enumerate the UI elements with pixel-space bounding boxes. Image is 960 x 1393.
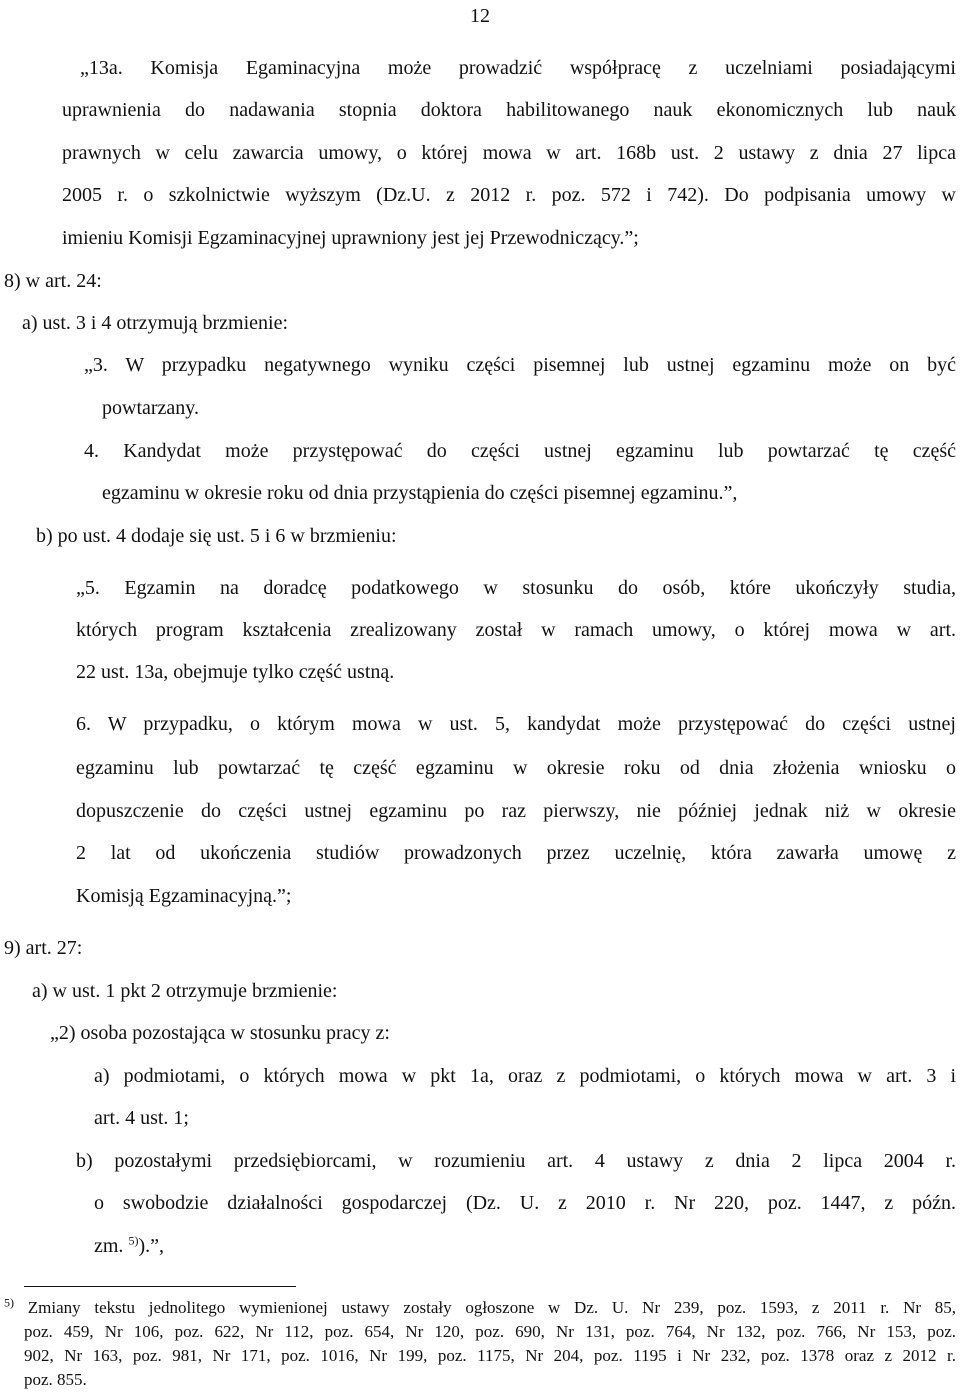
page-number: 12 [470,5,490,27]
footnote-line: 902, Nr 163, poz. 981, Nr 171, poz. 1016, Nr 199, poz. 1175, Nr 204, poz. 1195 i Nr 232, poz. 1378 oraz z 2012 r. [24,1346,956,1365]
text-line: dopuszczenie do części ustnej egzaminu po raz pierwszy, nie później jednak niż w okresie [76,800,956,822]
text-line: „3. W przypadku negatywnego wyniku części pisemnej lub ustnej egzaminu może on być [84,354,956,376]
text-line: 22 ust. 13a, obejmuje tylko część ustną. [76,661,395,683]
footnote-marker: 5) [4,1295,14,1310]
text-fragment: zm. [94,1235,124,1257]
text-line: 6. W przypadku, o którym mowa w ust. 5, kandydat może przystępować do części ustnej [76,713,956,735]
list-item-label: b) po ust. 4 dodaje się ust. 5 i 6 w brzmieniu: [36,525,397,547]
footnote-reference[interactable]: 5) [128,1233,139,1248]
text-line: Komisją Egzaminacyjną.”; [76,885,292,907]
text-line: „5. Egzamin na doradcę podatkowego w stosunku do osób, które ukończyły studia, [76,577,956,599]
footnote-text: Zmiany tekstu jednolitego wymienionej ustawy zostały ogłoszone w Dz. U. Nr 239, poz. 1593, z 2011 r. Nr 85, [27,1298,957,1317]
text-line: 2 lat od ukończenia studiów prowadzonych przez uczelnię, która zawarła umowę z [76,842,956,864]
footnote-line: poz. 459, Nr 106, poz. 622, Nr 112, poz. 654, Nr 120, poz. 690, Nr 131, poz. 764, Nr 132, poz. 766, Nr 153, poz. [24,1322,956,1341]
text-line [94,1234,164,1258]
text-line: „2) osoba pozostająca w stosunku pracy z: [50,1022,390,1044]
text-line: egzaminu lub powtarzać tę część egzaminu w okresie roku od dnia złożenia wniosku o [76,757,956,779]
text-fragment: ).”, [138,1235,164,1257]
footnote-line [4,1295,957,1318]
text-line: art. 4 ust. 1; [94,1107,189,1129]
text-line: o swobodzie działalności gospodarczej (Dz. U. z 2010 r. Nr 220, poz. 1447, z późn. [94,1192,956,1214]
list-item-label: a) w ust. 1 pkt 2 otrzymuje brzmienie: [32,980,338,1002]
text-line: powtarzany. [102,397,199,419]
text-line: egzaminu w okresie roku od dnia przystąpienia do części pisemnej egzaminu.”, [102,482,738,504]
text-line: uprawnienia do nadawania stopnia doktora habilitowanego nauk ekonomicznych lub nauk [62,99,956,121]
text-line: imieniu Komisji Egzaminacyjnej uprawniony jest jej Przewodniczący.”; [62,227,639,249]
text-line: których program kształcenia zrealizowany został w ramach umowy, o której mowa w art. [76,619,956,641]
text-line: „13a. Komisja Egaminacyjna może prowadzić współpracę z uczelniami posiadającymi [80,57,956,79]
list-item-label: 8) w art. 24: [4,270,102,292]
footnote-divider [24,1286,296,1287]
text-line: a) podmiotami, o których mowa w pkt 1a, oraz z podmiotami, o których mowa w art. 3 i [94,1065,956,1087]
list-item-label: a) ust. 3 i 4 otrzymują brzmienie: [22,312,289,334]
footnote-line: poz. 855. [24,1370,87,1389]
text-line: 4. Kandydat może przystępować do części ustnej egzaminu lub powtarzać tę część [84,440,956,462]
text-line: 2005 r. o szkolnictwie wyższym (Dz.U. z 2012 r. poz. 572 i 742). Do podpisania umowy w [62,184,956,206]
text-line: prawnych w celu zawarcia umowy, o której mowa w art. 168b ust. 2 ustawy z dnia 27 lipca [62,142,956,164]
list-item-label: 9) art. 27: [4,937,83,959]
text-line: b) pozostałymi przedsiębiorcami, w rozumieniu art. 4 ustawy z dnia 2 lipca 2004 r. [76,1150,956,1172]
